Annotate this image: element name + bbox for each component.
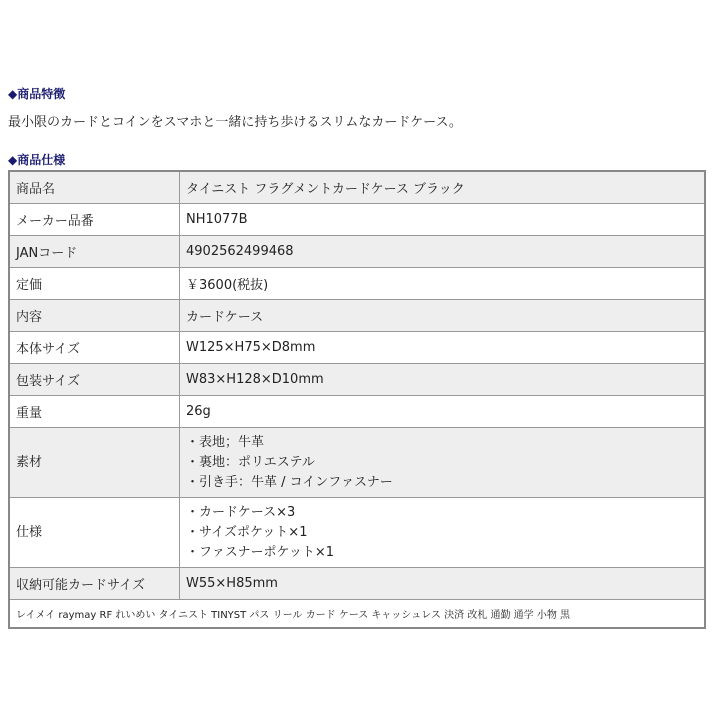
- spec-value-line: ・ファスナーポケット×1: [186, 544, 334, 560]
- spec-value: [180, 498, 706, 568]
- spec-value-line: W83×H128×D10mm: [186, 372, 324, 387]
- spec-value-line: ・カードケース×3: [186, 504, 296, 520]
- table-row: [9, 498, 705, 568]
- table-row: [9, 568, 705, 600]
- specs-heading: ◆商品仕様: [8, 153, 66, 167]
- spec-label: 包装サイズ: [9, 364, 180, 396]
- spec-value: [180, 568, 706, 600]
- spec-label: 内容: [9, 300, 180, 332]
- table-row: [9, 236, 705, 268]
- table-row: [9, 396, 705, 428]
- specs-table: [8, 170, 706, 629]
- spec-label: 商品名: [9, 171, 180, 204]
- spec-value-line: ・表地；牛革: [186, 434, 265, 450]
- spec-value: [180, 364, 706, 396]
- table-row: [9, 171, 705, 204]
- spec-label: 定価: [9, 268, 180, 300]
- table-row: [9, 364, 705, 396]
- spec-value: [180, 428, 706, 498]
- spec-label: 本体サイズ: [9, 332, 180, 364]
- spec-value-line: ・裏地：ポリエステル: [186, 454, 315, 470]
- spec-label: 仕様: [9, 498, 180, 568]
- features-description: 最小限のカードとコインをスマホと一緒に持ち歩けるスリムなカードケース。: [8, 115, 462, 130]
- spec-value-line: ・サイズポケット×1: [186, 524, 308, 540]
- spec-value-line: W125×H75×D8mm: [186, 340, 316, 355]
- spec-value: [180, 236, 706, 268]
- table-row: [9, 300, 705, 332]
- spec-label: JANコード: [9, 236, 180, 268]
- spec-label: 収納可能カードサイズ: [9, 568, 180, 600]
- table-row: [9, 332, 705, 364]
- spec-value-line: ￥3600(税抜): [186, 278, 269, 293]
- spec-value: [180, 268, 706, 300]
- spec-value-line: タイニスト フラグメントカードケース ブラック: [186, 182, 465, 197]
- spec-value: [180, 300, 706, 332]
- spec-label: 素材: [9, 428, 180, 498]
- spec-label: メーカー品番: [9, 204, 180, 236]
- spec-value-line: NH1077B: [186, 212, 248, 227]
- table-row: [9, 204, 705, 236]
- table-row: [9, 268, 705, 300]
- spec-value: [180, 204, 706, 236]
- spec-value-line: ・引き手：牛革 / コインファスナー: [186, 474, 393, 490]
- spec-value-line: 26g: [186, 404, 211, 419]
- table-row: [9, 428, 705, 498]
- spec-value-line: 4902562499468: [186, 244, 294, 259]
- spec-value-line: カードケース: [186, 310, 264, 325]
- spec-label: 重量: [9, 396, 180, 428]
- spec-value: [180, 171, 706, 204]
- spec-value: [180, 396, 706, 428]
- spec-value: [180, 332, 706, 364]
- spec-value-line: W55×H85mm: [186, 576, 278, 591]
- keywords: レイメイ raymay RF れいめい タイニスト TINYST パス リール カード ケース キャッシュレス 決済 改札 通勤 通学 小物 黒: [9, 600, 705, 629]
- features-heading: ◆商品特徴: [8, 87, 66, 101]
